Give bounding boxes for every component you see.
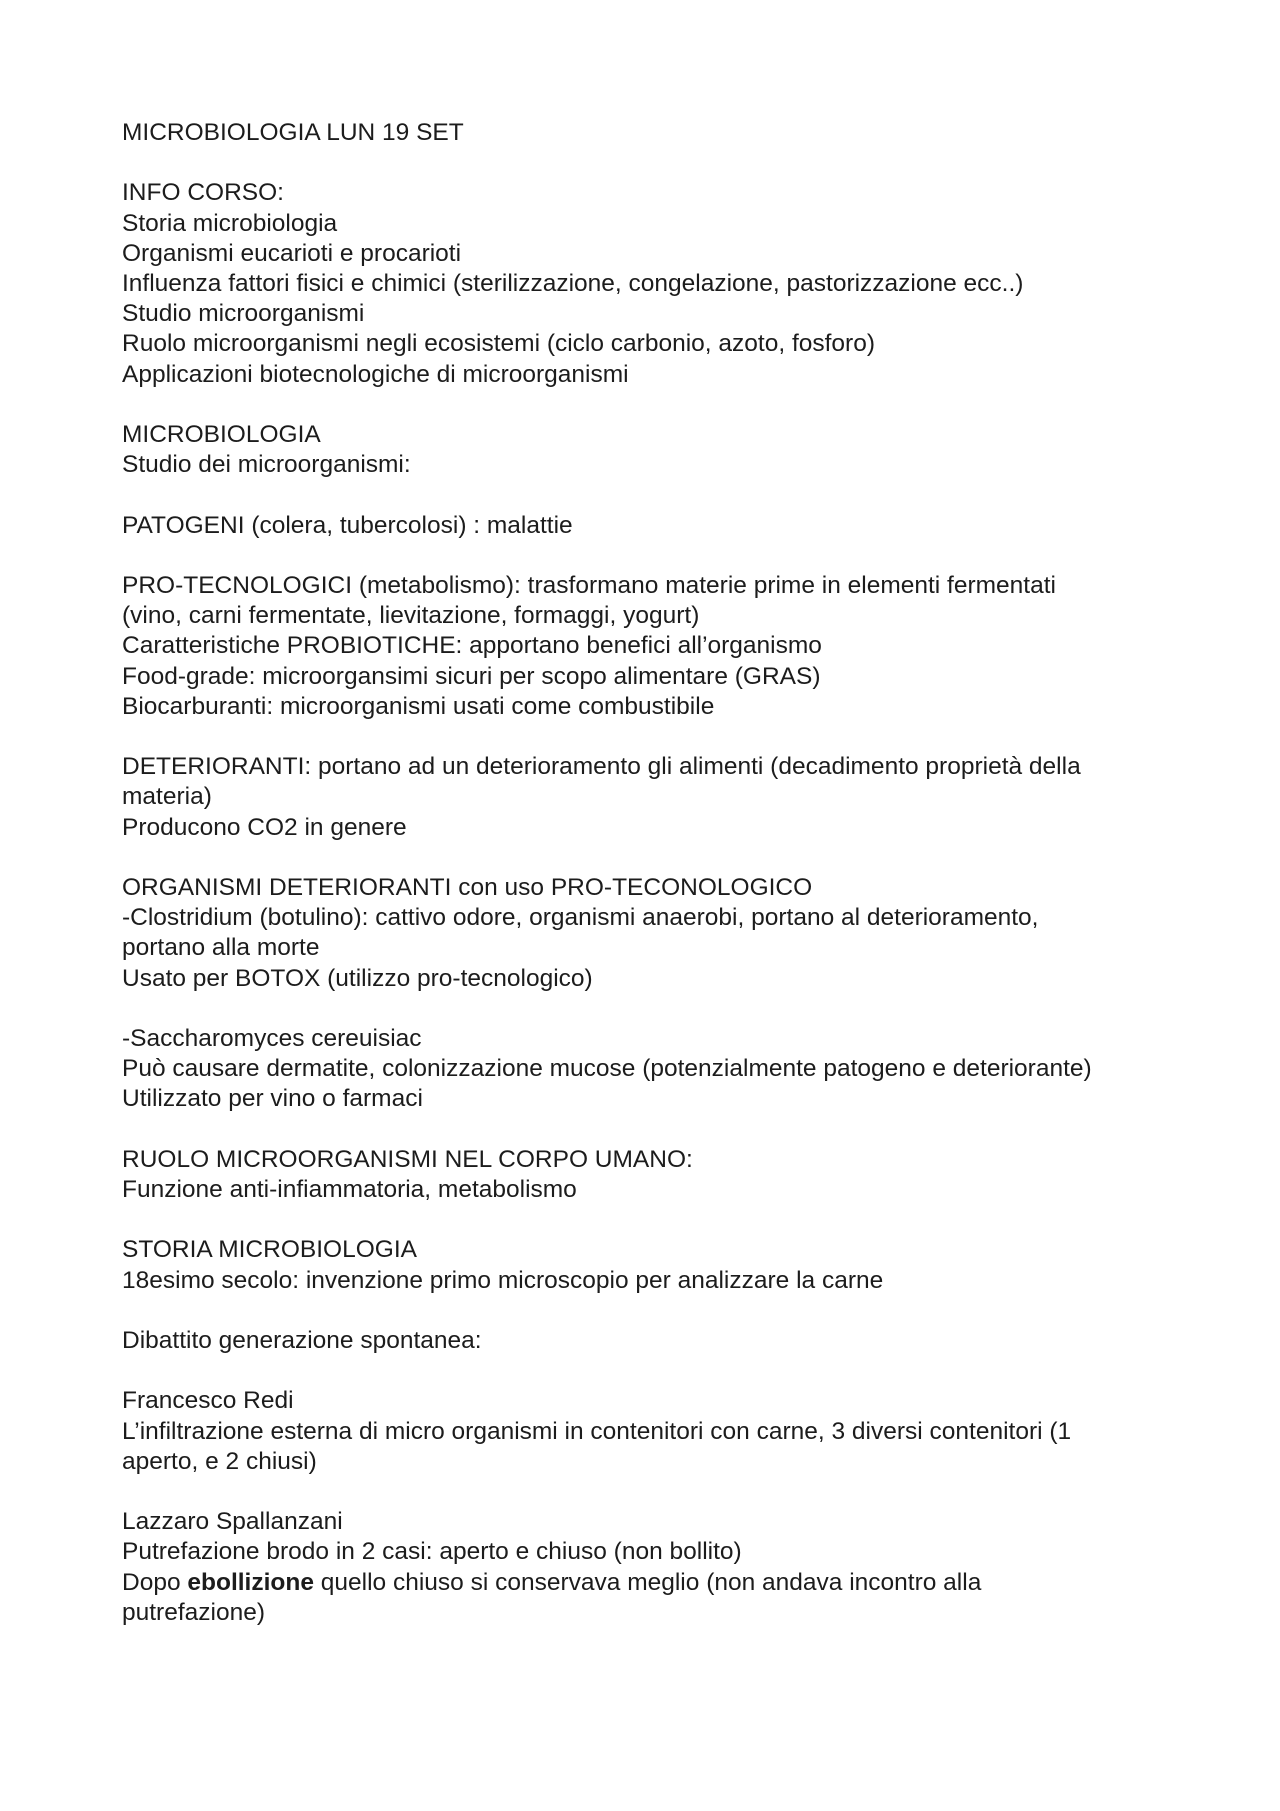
info-item: Applicazioni biotecnologiche di microorganismi	[122, 360, 629, 388]
micro-heading: MICROBIOLOGIA	[122, 421, 321, 448]
org-det-line: Usato per BOTOX (utilizzo pro-tecnologico)	[122, 964, 593, 992]
storia-line: STORIA MICROBIOLOGIA	[122, 1236, 417, 1264]
info-item: Ruolo microorganismi negli ecosistemi (ciclo carbonio, azoto, fosforo)	[122, 330, 876, 358]
protec-line: (vino, carni fermentate, lievitazione, formaggi, yogurt)	[122, 602, 700, 630]
deterioranti-line: Producono CO2 in genere	[122, 813, 407, 841]
protec-line: Food-grade: microorgansimi sicuri per scopo alimentare (GRAS)	[122, 662, 821, 690]
org-det-line: portano alla morte	[122, 934, 320, 962]
spallanzani-line-bold	[122, 1568, 1182, 1598]
redi-line: L’infiltrazione esterna di micro organismi in contenitori con carne, 3 diversi contenitori (1	[122, 1417, 1072, 1445]
sacch-line: Può causare dermatite, colonizzazione mucose (potenzialmente patogeno e deteriorante)	[122, 1055, 1092, 1083]
info-heading: INFO CORSO:	[122, 179, 284, 207]
storia-line: 18esimo secolo: invenzione primo microscopio per analizzare la carne	[122, 1266, 884, 1294]
info-item: Studio microorganismi	[122, 300, 365, 328]
spallanzani-line: putrefazione)	[122, 1598, 266, 1626]
ruolo-line: Funzione anti-infiammatoria, metabolismo	[122, 1175, 577, 1203]
dibattito-line: Dibattito generazione spontanea:	[122, 1326, 482, 1354]
redi-line: Francesco Redi	[122, 1387, 294, 1415]
sacch-line: -Saccharomyces cereuisiac	[122, 1024, 422, 1052]
protec-line: Caratteristiche PROBIOTICHE: apportano benefici all’organismo	[122, 632, 822, 660]
protec-line: Biocarburanti: microorganismi usati come combustibile	[122, 692, 715, 720]
info-item: Influenza fattori fisici e chimici (sterilizzazione, congelazione, pastorizzazione ecc..)	[122, 270, 1024, 297]
spallanzani-prefix: Dopo	[122, 1568, 188, 1596]
org-det-line: ORGANISMI DETERIORANTI con uso PRO-TECONOLOGICO	[122, 873, 813, 901]
spallanzani-name: Lazzaro Spallanzani	[122, 1508, 343, 1536]
micro-subtitle: Studio dei microorganismi:	[122, 451, 411, 479]
doc-title: MICROBIOLOGIA LUN 19 SET	[122, 119, 464, 146]
info-item: Storia microbiologia	[122, 209, 338, 237]
org-det-line: -Clostridium (botulino): cattivo odore, organismi anaerobi, portano al deterioramento,	[122, 904, 1039, 932]
ruolo-line: RUOLO MICROORGANISMI NEL CORPO UMANO:	[122, 1145, 693, 1173]
protec-line: PRO-TECNOLOGICI (metabolismo): trasformano materie prime in elementi fermentati	[122, 571, 1056, 599]
spallanzani-suffix: quello chiuso si conservava meglio (non andava incontro alla	[313, 1568, 982, 1596]
redi-line: aperto, e 2 chiusi)	[122, 1447, 317, 1475]
sacch-line: Utilizzato per vino o farmaci	[122, 1085, 423, 1113]
ebollizione-bold: ebollizione	[187, 1568, 314, 1596]
deterioranti-line: DETERIORANTI: portano ad un deterioramento gli alimenti (decadimento proprietà della	[122, 753, 1081, 781]
deterioranti-line: materia)	[122, 783, 212, 811]
info-item: Organismi eucarioti e procarioti	[122, 239, 462, 267]
patogeni-line: PATOGENI (colera, tubercolosi) : malattie	[122, 511, 573, 539]
spallanzani-line: Putrefazione brodo in 2 casi: aperto e chiuso (non bollito)	[122, 1538, 742, 1566]
document-page	[122, 118, 1182, 1628]
